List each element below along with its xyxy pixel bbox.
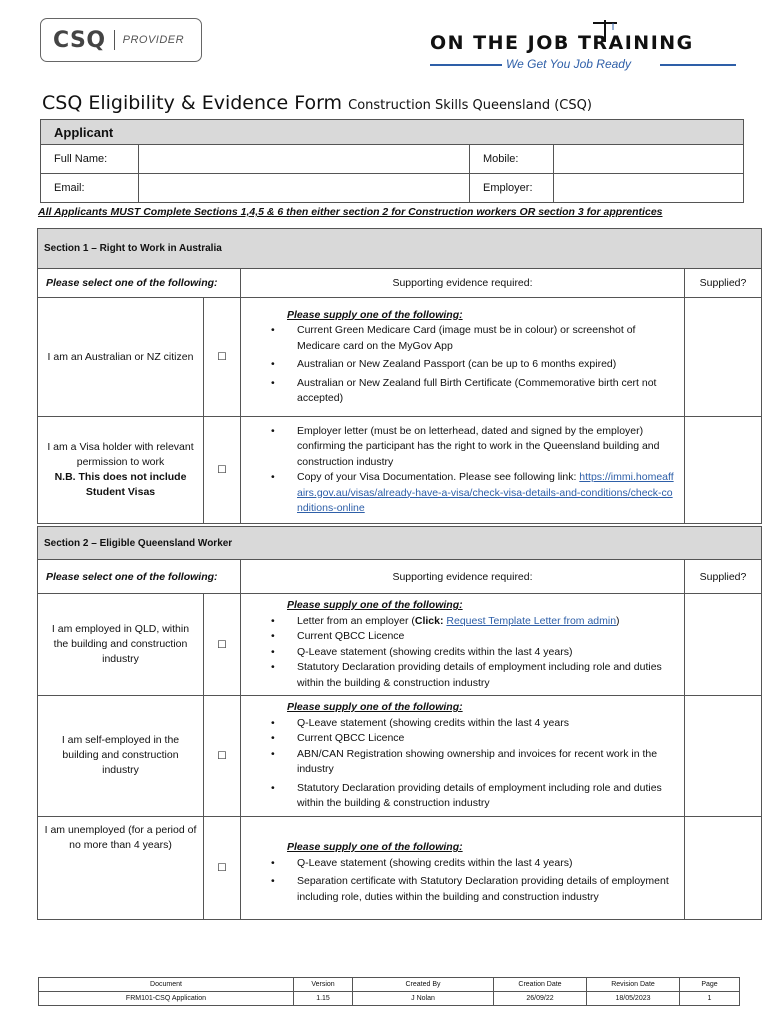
evidence-item: • ABN/CAN Registration showing ownership and invoices for recent work in the industry — [271, 747, 678, 778]
section1-table — [37, 228, 762, 524]
form-subtitle: Construction Skills Queensland (CSQ) — [348, 98, 592, 113]
evidence-item-suffix: ) — [616, 614, 620, 627]
option-note: N.B. This does not include Student Visas — [54, 471, 187, 498]
option-label: I am unemployed (for a period of no more than 4 years) — [38, 816, 204, 919]
document-control-table — [38, 977, 740, 1006]
evidence-item: • Statutory Declaration providing details of employment including role and duties within the building & construction industry — [271, 660, 678, 691]
evidence-item: • Current QBCC Licence — [271, 731, 678, 747]
footer-creation-date: 26/09/22 — [494, 992, 587, 1006]
mobile-field[interactable] — [554, 145, 744, 174]
evidence-item — [271, 614, 678, 630]
visa-conditions-link[interactable]: https://immi.homeaffairs.gov.au/visas/already-have-a-visa/check-visa-details-and-conditions/check-conditions-online — [297, 471, 674, 514]
click-label: Click: — [414, 614, 444, 627]
supplied-cell[interactable] — [685, 816, 762, 919]
option-label: I am employed in QLD, within the building and construction industry — [38, 594, 204, 696]
option-label — [38, 417, 204, 524]
csq-provider-text: PROVIDER — [122, 34, 185, 46]
footer-header-page: Page — [680, 978, 740, 992]
evidence-item — [271, 470, 678, 517]
evidence-list — [241, 594, 685, 696]
footer-document: FRM101-CSQ Application — [39, 992, 294, 1006]
evidence-lead: Please supply one of the following: — [287, 308, 463, 321]
footer-version: 1.15 — [294, 992, 353, 1006]
section2-table — [37, 526, 762, 920]
csq-logo-text: CSQ — [53, 27, 106, 53]
evidence-item: • Employer letter (must be on letterhead, dated and signed by the employer) confirming the participant has the right to work in the Queensland building and construction industry — [271, 424, 678, 471]
supplied-cell[interactable] — [685, 298, 762, 417]
section1-title: Section 1 – Right to Work in Australia — [38, 229, 762, 269]
evidence-item: • Current QBCC Licence — [271, 629, 678, 645]
email-field[interactable] — [139, 174, 470, 203]
section2-row-employed — [38, 594, 762, 696]
evidence-lead: Please supply one of the following: — [287, 599, 463, 611]
evidence-item: • Separation certificate with Statutory Declaration providing details of employment including role, duties within the building and construction industry — [271, 874, 678, 905]
option-checkbox[interactable]: ☐ — [204, 594, 241, 696]
full-name-label: Full Name: — [41, 145, 139, 174]
completion-notice: All Applicants MUST Complete Sections 1,4,5 & 6 then either section 2 for Construction workers OR section 3 for apprentices — [38, 206, 663, 218]
applicant-table — [40, 119, 744, 203]
section2-row-unemployed — [38, 816, 762, 919]
ojt-logo-rule-left — [430, 64, 502, 66]
employer-field[interactable] — [554, 174, 744, 203]
email-label: Email: — [41, 174, 139, 203]
evidence-item-text: Copy of your Visa Documentation. Please see following link: — [297, 471, 577, 483]
option-checkbox[interactable]: ☐ — [204, 298, 241, 417]
ojt-logo-tagline: We Get You Job Ready — [506, 57, 631, 71]
evidence-item: • Q-Leave statement (showing credits within the last 4 years) — [271, 856, 678, 872]
form-title — [42, 92, 592, 114]
employer-label: Employer: — [470, 174, 554, 203]
ojt-logo-rule-right — [660, 64, 736, 66]
option-label: I am self-employed in the building and construction industry — [38, 696, 204, 817]
evidence-item: • Statutory Declaration providing details of employment including role and duties within the building & construction industry — [271, 781, 678, 812]
footer-header-creation-date: Creation Date — [494, 978, 587, 992]
footer-header-created-by: Created By — [353, 978, 494, 992]
option-checkbox[interactable]: ☐ — [204, 816, 241, 919]
section1-row-visa — [38, 417, 762, 524]
footer-header-version: Version — [294, 978, 353, 992]
section2-supplied-header: Supplied? — [685, 560, 762, 594]
section2-row-self-employed — [38, 696, 762, 817]
evidence-item: • Australian or New Zealand Passport (can be up to 6 months expired) — [271, 357, 678, 373]
supplied-cell[interactable] — [685, 417, 762, 524]
section1-evidence-header: Supporting evidence required: — [241, 269, 685, 298]
evidence-list — [241, 298, 685, 417]
applicant-heading: Applicant — [41, 120, 744, 145]
footer-revision-date: 18/05/2023 — [587, 992, 680, 1006]
supplied-cell[interactable] — [685, 696, 762, 817]
evidence-list — [241, 417, 685, 524]
section1-row-citizen — [38, 298, 762, 417]
footer-created-by: J Nolan — [353, 992, 494, 1006]
section1-select-header: Please select one of the following: — [38, 269, 241, 298]
option-checkbox[interactable]: ☐ — [204, 417, 241, 524]
option-text: I am a Visa holder with relevant permission to work — [47, 441, 194, 468]
footer-page: 1 — [680, 992, 740, 1006]
evidence-list — [241, 816, 685, 919]
ojt-logo-title: ON THE JOB TRAINING — [430, 32, 694, 54]
supplied-cell[interactable] — [685, 594, 762, 696]
section2-title: Section 2 – Eligible Queensland Worker — [38, 527, 762, 560]
full-name-field[interactable] — [139, 145, 470, 174]
evidence-item: • Current Green Medicare Card (image must be in colour) or screenshot of Medicare card on the MyGov App — [271, 323, 678, 354]
evidence-lead: Please supply one of the following: — [287, 701, 463, 713]
mobile-label: Mobile: — [470, 145, 554, 174]
option-checkbox[interactable]: ☐ — [204, 696, 241, 817]
evidence-item-text: Letter from an employer ( — [297, 614, 415, 627]
section2-select-header: Please select one of the following: — [38, 560, 241, 594]
footer-header-document: Document — [39, 978, 294, 992]
evidence-item: • Q-Leave statement (showing credits within the last 4 years) — [271, 645, 678, 661]
option-label: I am an Australian or NZ citizen — [38, 298, 204, 417]
evidence-lead: Please supply one of the following: — [287, 841, 463, 853]
section2-evidence-header: Supporting evidence required: — [241, 560, 685, 594]
evidence-item: • Q-Leave statement (showing credits within the last 4 years — [271, 716, 678, 732]
csq-provider-logo — [40, 18, 202, 62]
section1-supplied-header: Supplied? — [685, 269, 762, 298]
request-template-link[interactable]: Request Template Letter from admin — [446, 614, 617, 627]
form-title-text: CSQ Eligibility & Evidence Form — [42, 92, 343, 114]
footer-header-revision-date: Revision Date — [587, 978, 680, 992]
evidence-list — [241, 696, 685, 817]
evidence-item: • Australian or New Zealand full Birth Certificate (Commemorative birth cert not accepted) — [271, 376, 678, 407]
